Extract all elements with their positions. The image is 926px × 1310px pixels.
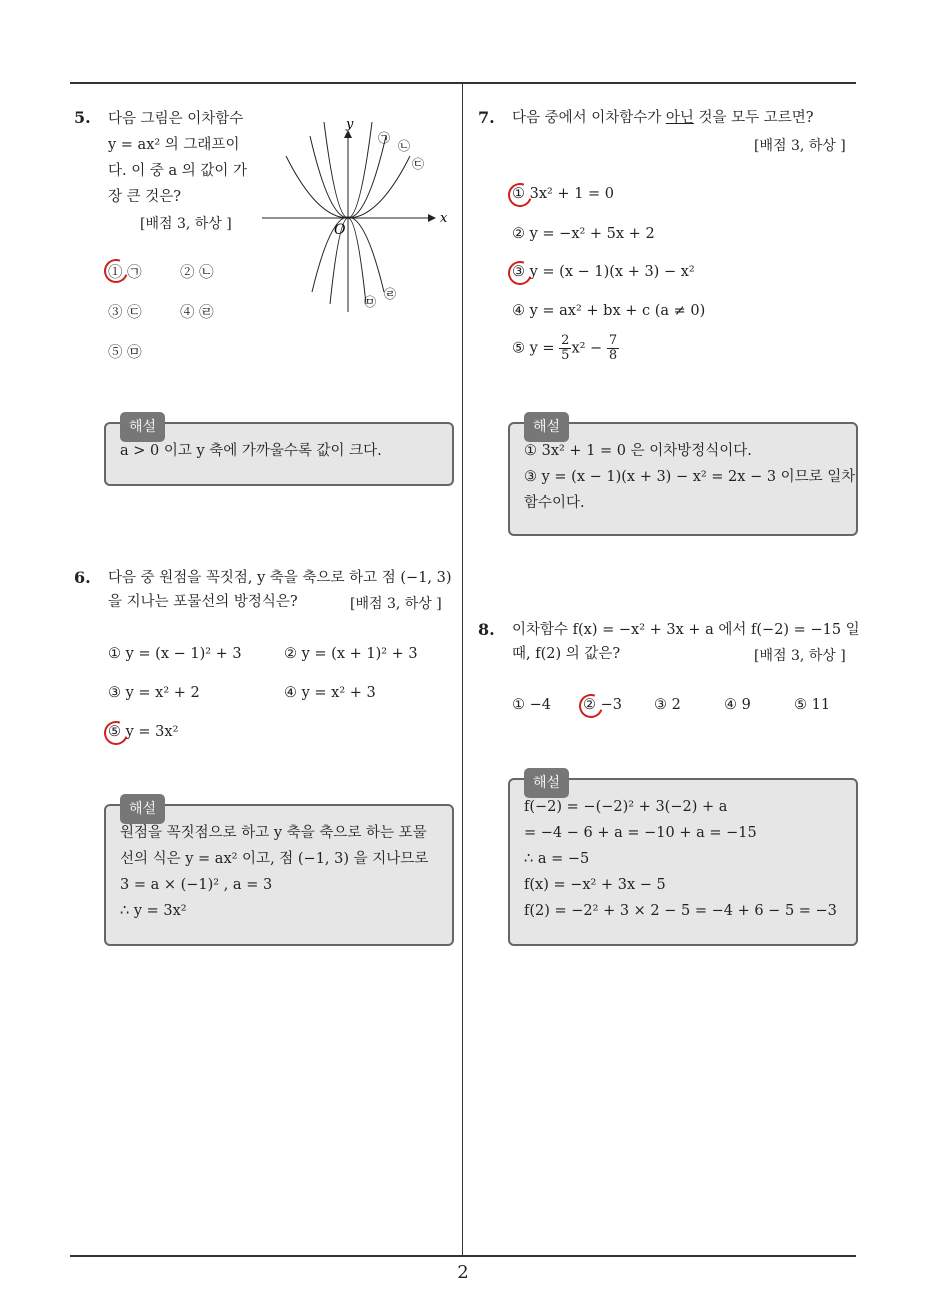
question-number: 8. (478, 620, 495, 639)
question-text (512, 106, 814, 130)
solution-line: = −4 − 6 + a = −10 + a = −15 (524, 825, 757, 841)
solution-line: 3 = a × (−1)² , a = 3 (120, 877, 273, 893)
choice-4[interactable]: ④ y = ax² + bx + c (a ≠ 0) (512, 303, 706, 319)
answer-mark (504, 179, 536, 211)
choice-2[interactable]: ② y = (x + 1)² + 3 (284, 646, 418, 662)
question-number: 7. (478, 108, 495, 127)
question-6 (74, 566, 454, 626)
question-number: 5. (74, 108, 91, 127)
question-7 (478, 106, 858, 166)
solution-line: f(2) = −2² + 3 × 2 − 5 = −4 + 6 − 5 = −3 (524, 903, 837, 919)
score-label: [배점 3, 하상 ] (754, 138, 846, 154)
choice-3[interactable]: ③ ㉢ (108, 305, 142, 321)
question-line: 이차함수 f(x) = −x² + 3x + a 에서 f(−2) = −15 일 (512, 622, 860, 638)
question-text (108, 106, 247, 210)
choice-4[interactable]: ④ 9 (724, 697, 751, 713)
solution-line: 함수이다. (524, 495, 585, 511)
question-number: 6. (74, 568, 91, 587)
choice-3[interactable]: ③ 2 (654, 697, 681, 713)
curve-label-5: ㉤ (364, 295, 377, 309)
solution-tag: 해설 (524, 412, 569, 442)
question-text-post: 것을 모두 고르면? (693, 110, 814, 126)
answer-mark (100, 717, 132, 749)
question-line: 다음 그림은 이차함수 (108, 111, 244, 127)
choice-1[interactable]: ① 3x² + 1 = 0 (512, 186, 615, 202)
solution-tag: 해설 (524, 768, 569, 798)
choice-5[interactable] (512, 334, 619, 363)
score-label: [배점 3, 하상 ] (350, 596, 442, 612)
solution-box (508, 419, 858, 536)
fraction (559, 334, 571, 363)
choice-5-mid: x² − (571, 340, 603, 357)
solution-line: ∴ y = 3x² (120, 903, 187, 919)
question-line: 다음 중 원점을 꼭짓점, y 축을 축으로 하고 점 (−1, 3) (108, 570, 452, 586)
solution-box (508, 775, 858, 946)
choice-2[interactable]: ② y = −x² + 5x + 2 (512, 226, 655, 242)
page-number: 2 (457, 1262, 469, 1283)
solution-tag: 해설 (120, 412, 165, 442)
question-line: y = ax² 의 그래프이 (108, 137, 240, 153)
numerator: 2 (561, 333, 570, 348)
x-axis-arrow (428, 214, 436, 222)
numerator: 7 (608, 333, 618, 348)
choice-1[interactable]: ① ㉠ (108, 265, 142, 281)
question-text-pre: 다음 중에서 이차함수가 (512, 110, 666, 126)
question-line: 장 큰 것은? (108, 189, 182, 205)
choice-2[interactable]: ② −3 (583, 697, 622, 713)
curve-label-2: ㉡ (398, 139, 411, 153)
fraction (607, 334, 619, 363)
choice-5-prefix: ⑤ y = (512, 340, 555, 357)
solution-line: a > 0 이고 y 축에 가까울수록 값이 크다. (120, 443, 382, 459)
question-line: 다. 이 중 a 의 값이 가 (108, 163, 247, 179)
choice-4[interactable]: ④ ㉣ (180, 305, 214, 321)
question-text-underline: 아닌 (665, 110, 694, 126)
choice-4[interactable]: ④ y = x² + 3 (284, 685, 376, 701)
curve-label-3: ㉢ (412, 157, 425, 171)
solution-line: ① 3x² + 1 = 0 은 이차방정식이다. (524, 443, 752, 459)
origin-label: O (334, 222, 346, 238)
score-label: [배점 3, 하상 ] (140, 216, 232, 232)
choice-2[interactable]: ② ㉡ (180, 265, 214, 281)
solution-line: ∴ a = −5 (524, 851, 590, 867)
bottom-rule (70, 1255, 856, 1257)
question-line: 때, f(2) 의 값은? (512, 646, 621, 662)
question-8 (478, 618, 858, 678)
answer-mark (575, 690, 607, 722)
solution-box (104, 419, 454, 486)
top-rule (70, 82, 856, 84)
curve-label-1: ㉠ (378, 131, 391, 145)
choice-5[interactable]: ⑤ y = 3x² (108, 724, 179, 740)
choice-3[interactable]: ③ y = (x − 1)(x + 3) − x² (512, 264, 695, 280)
choice-1[interactable]: ① −4 (512, 697, 551, 713)
curve-label-4: ㉣ (384, 287, 397, 301)
solution-line: 원점을 꼭짓점으로 하고 y 축을 축으로 하는 포물 (120, 825, 427, 841)
solution-line: ③ y = (x − 1)(x + 3) − x² = 2x − 3 이므로 일차 (524, 469, 856, 485)
column-divider (462, 84, 463, 1256)
choice-3[interactable]: ③ y = x² + 2 (108, 685, 200, 701)
solution-line: f(x) = −x² + 3x − 5 (524, 877, 666, 893)
choice-5[interactable]: ⑤ 11 (794, 697, 831, 713)
question-line: 을 지나는 포물선의 방정식은? (108, 594, 298, 610)
x-axis-label: x (440, 211, 448, 226)
solution-line: 선의 식은 y = ax² 이고, 점 (−1, 3) 을 지나므로 (120, 851, 429, 867)
solution-tag: 해설 (120, 794, 165, 824)
parabola-graph (262, 112, 452, 312)
denominator: 5 (561, 348, 570, 363)
choice-1[interactable]: ① y = (x − 1)² + 3 (108, 646, 242, 662)
solution-box (104, 801, 454, 946)
answer-mark (504, 257, 536, 289)
solution-line: f(−2) = −(−2)² + 3(−2) + a (524, 799, 728, 815)
y-axis-label: y (346, 117, 354, 132)
score-label: [배점 3, 하상 ] (754, 648, 846, 664)
denominator: 8 (608, 348, 618, 363)
choice-5[interactable]: ⑤ ㉤ (108, 345, 142, 361)
